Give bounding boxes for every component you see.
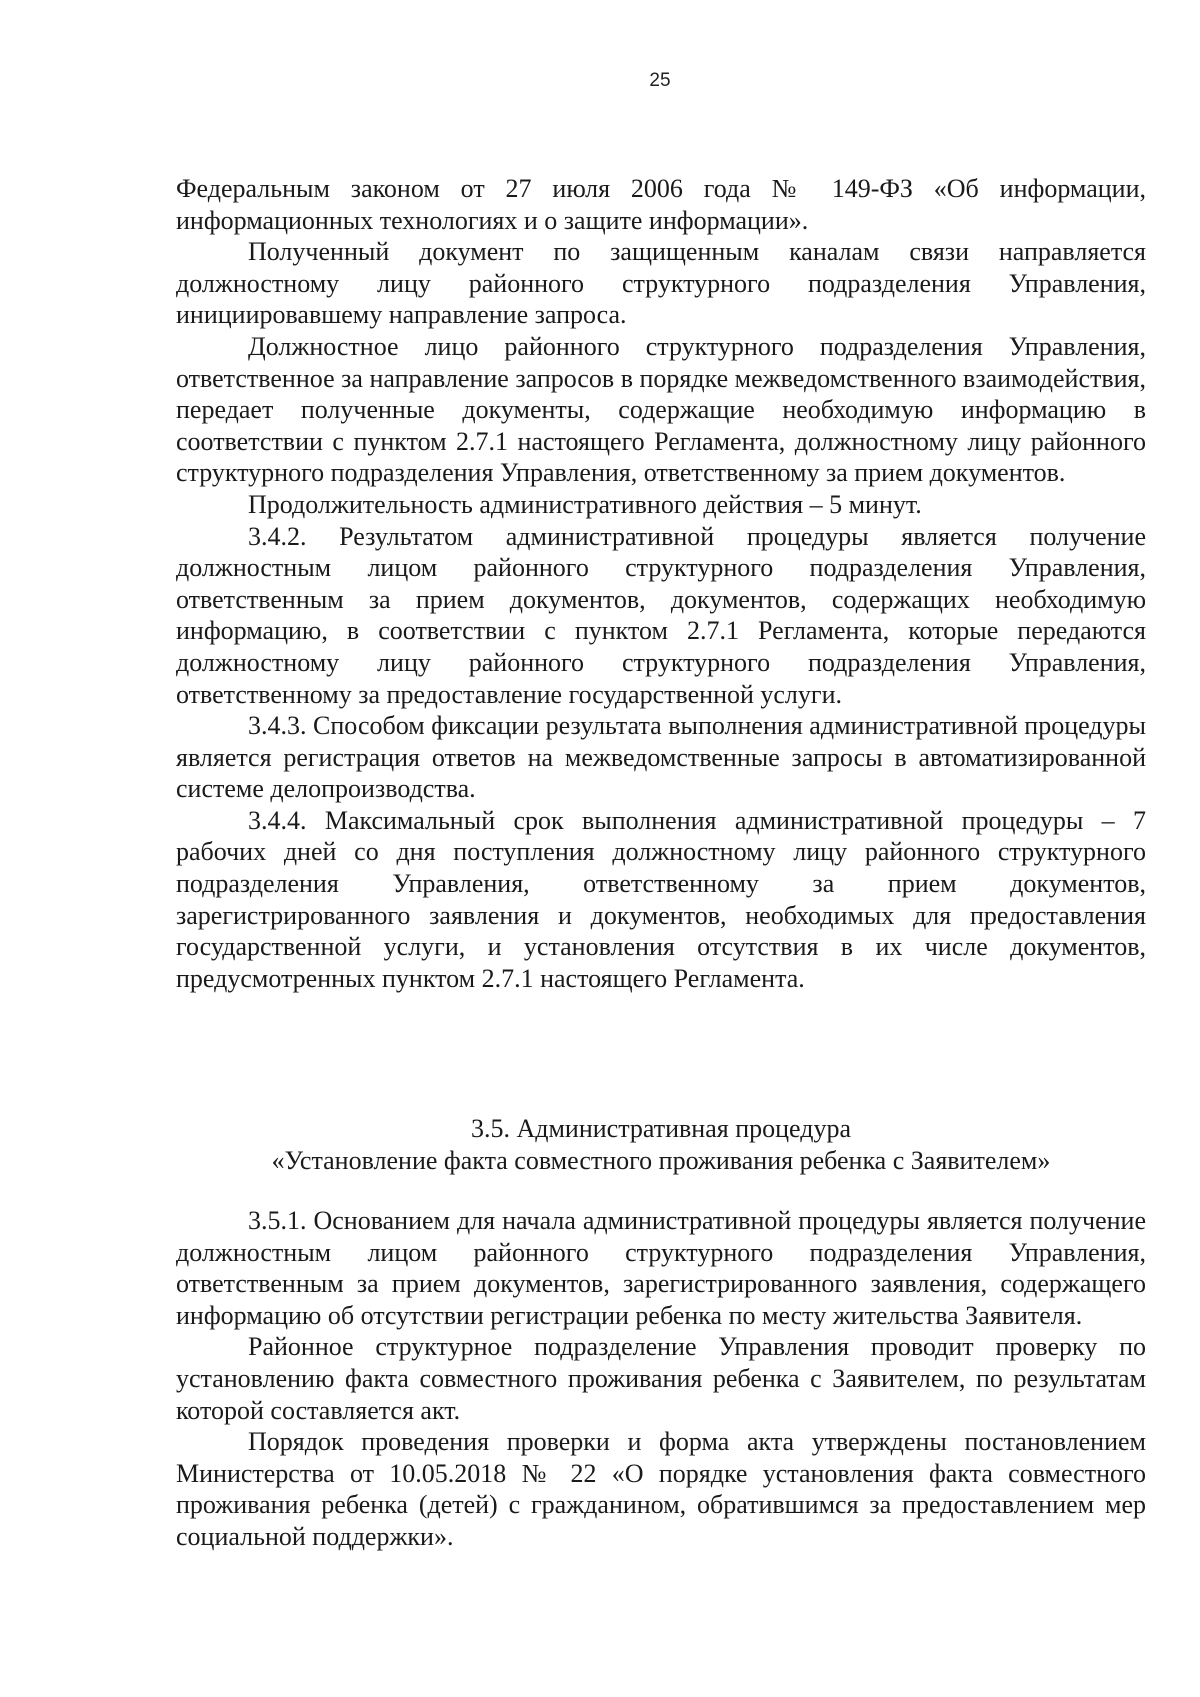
body-text-bottom bbox=[176, 1205, 1146, 1553]
paragraph-law-reference: Федеральным законом от 27 июля 2006 года № 149-ФЗ «Об информации, информационных технологиях и о защите информации». bbox=[176, 174, 1146, 235]
paragraph-3-4-4: 3.4.4. Максимальный срок выполнения административной процедуры – 7 рабочих дней со дня поступления должностному лицу районного структурного подразделения Управления, ответственному за прием документов, зарегистрированного заявления и документов, необходимых для предоставления государственной услуги, и установления отсутствия в их числе документов, предусмотренных пунктом 2.7.1 настоящего Регламента. bbox=[176, 805, 1146, 993]
paragraph-3-4-3: 3.4.3. Способом фиксации результата выполнения административной процедуры является регистрация ответов на межведомственные запросы в автоматизированной системе делопроизводства. bbox=[176, 711, 1146, 804]
paragraph-received-document: Полученный документ по защищенным каналам связи направляется должностному лицу районного структурного подразделения Управления, инициировавшему направление запроса. bbox=[176, 237, 1146, 330]
section-heading bbox=[176, 1113, 1146, 1177]
section-heading-number: 3.5. Административная процедура bbox=[470, 1114, 852, 1143]
section-heading-title: «Установление факта совместного проживания ребенка с Заявителем» bbox=[271, 1146, 1051, 1175]
paragraph-inspection: Районное структурное подразделение Управления проводит проверку по установлению факта совместного проживания ребенка с Заявителем, по результатам которой составляется акт. bbox=[176, 1332, 1146, 1425]
body-text-top bbox=[176, 173, 1146, 994]
paragraph-duration: Продолжительность административного действия – 5 минут. bbox=[248, 489, 922, 519]
paragraph-3-4-2: 3.4.2. Результатом административной процедуры является получение должностным лицом районного структурного подразделения Управления, ответственным за прием документов, документов, содержащих необходимую информацию, в соответствии с пунктом 2.7.1 Регламента, которые передаются должностному лицу районного структурного подразделения Управления, ответственному за предоставление государственной услуги. bbox=[176, 521, 1146, 709]
paragraph-official-transfers: Должностное лицо районного структурного подразделения Управления, ответственное за направление запросов в порядке межведомственного взаимодействия, передает полученные документы, содержащие необходимую информацию в соответствии с пунктом 2.7.1 настоящего Регламента, должностному лицу районного структурного подразделения Управления, ответственному за прием документов. bbox=[176, 331, 1146, 488]
paragraph-procedure-order: Порядок проведения проверки и форма акта утверждены постановлением Министерства от 10.05.2018 № 22 «О порядке установления факта совместного проживания ребенка (детей) с гражданином, обратившимся за предоставлением мер социальной поддержки». bbox=[176, 1427, 1146, 1551]
paragraph-3-5-1: 3.5.1. Основанием для начала административной процедуры является получение должностным лицом районного структурного подразделения Управления, ответственным за прием документов, зарегистрированного заявления, содержащего информацию об отсутствии регистрации ребенка по месту жительства Заявителя. bbox=[176, 1206, 1146, 1330]
page-number: 25 bbox=[649, 70, 671, 91]
